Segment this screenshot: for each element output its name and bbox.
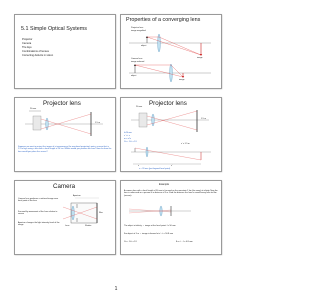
slide-example bbox=[120, 180, 222, 255]
problem-text: A camera lens with a focal length of 50 mm is focused on the mountain 2 km (far away) at infinity. Now the lens is refocused on a person at a distance of 3 m. Find the distance the lens is moved away from its film (sensor). bbox=[124, 190, 218, 197]
bullet-item: Camera bbox=[22, 42, 32, 45]
part-label: Film bbox=[99, 212, 103, 214]
slide-title: Projector lens bbox=[149, 100, 187, 107]
label-image: image bbox=[197, 57, 203, 59]
bullet-item: Focused by movement of the lens relative to sensor bbox=[18, 211, 58, 216]
focal-length: 20 mm bbox=[136, 106, 143, 108]
note: 1/s + 1/s' = 1/f bbox=[124, 141, 137, 143]
focal-length: 20 mm bbox=[30, 108, 37, 110]
solution-line: Δ = s' − f = 0.8 mm bbox=[176, 241, 193, 243]
part-label: Shutter bbox=[85, 225, 92, 227]
bullet-item: Correcting defects in vision bbox=[22, 54, 54, 57]
converging-lens-diagrams bbox=[121, 15, 221, 88]
bullet-item: Aperture changes the light intensity level of the image bbox=[18, 222, 60, 227]
camera-diagram bbox=[15, 181, 115, 254]
slide-title: Camera bbox=[53, 183, 76, 190]
page-number: 1 bbox=[114, 286, 118, 292]
note: f=20 mm bbox=[124, 132, 132, 134]
part-label: Lens bbox=[65, 225, 70, 227]
solution-line: The object at infinity → image at the focal point: f = 50 mm bbox=[124, 225, 176, 227]
slide-projector-lens-solution bbox=[120, 97, 222, 172]
projector-solution-diagram bbox=[121, 98, 221, 171]
slide-converging-lens-properties bbox=[120, 14, 222, 89]
slide-title: Example bbox=[159, 183, 170, 186]
part-label: Aperture bbox=[73, 195, 81, 197]
caption: image reduced bbox=[131, 61, 145, 63]
result: s ≈ 20 mm (just beyond focal point) bbox=[139, 168, 171, 170]
bullet-item: Projector bbox=[22, 38, 33, 41]
caption: Projector lens bbox=[131, 27, 144, 29]
solution-line: For object at 3 m → image is formed at s': s' = 50.8 mm bbox=[124, 233, 174, 235]
bullet-item: Camera lens produces a reduced image near focal point of the lens bbox=[18, 198, 59, 203]
screen-height: 1.5 m bbox=[95, 122, 101, 124]
caption: image magnified bbox=[131, 30, 146, 32]
equation: 1/s + 1/s' = 1/f bbox=[124, 241, 137, 243]
formula: s' = 1.5 m bbox=[181, 143, 190, 145]
problem-text: Suppose we want to project the image of a transparency (for overhead projection) onto a screen that is 1.5 m high using a lens with a focal length of 20 cm. Where would you position the lens? How far from the lens would you place the screen? bbox=[18, 146, 112, 153]
slide-title: Projector lens bbox=[43, 100, 81, 107]
label-object: object bbox=[131, 75, 137, 77]
label-image: image bbox=[179, 79, 185, 81]
slide-simple-optical-systems bbox=[14, 14, 116, 89]
note: m = s'/s bbox=[124, 138, 131, 140]
screen-height: 1.5 m bbox=[201, 118, 207, 120]
slide-title: Properties of a converging lens bbox=[126, 17, 201, 23]
distance-label: s' bbox=[171, 165, 173, 167]
caption: Camera lens bbox=[131, 58, 143, 60]
slide-title: 5.1 Simple Optical Systems bbox=[21, 26, 87, 32]
camera-example-diagram bbox=[121, 181, 221, 254]
distance-label: s bbox=[138, 165, 139, 167]
note: s' >> s bbox=[124, 135, 130, 137]
bullet-item: The Eye bbox=[22, 46, 32, 49]
slide-camera bbox=[14, 180, 116, 255]
label-object: object bbox=[141, 45, 147, 47]
slide-projector-lens bbox=[14, 97, 116, 172]
bullet-item: Combinations of lenses bbox=[22, 50, 49, 53]
